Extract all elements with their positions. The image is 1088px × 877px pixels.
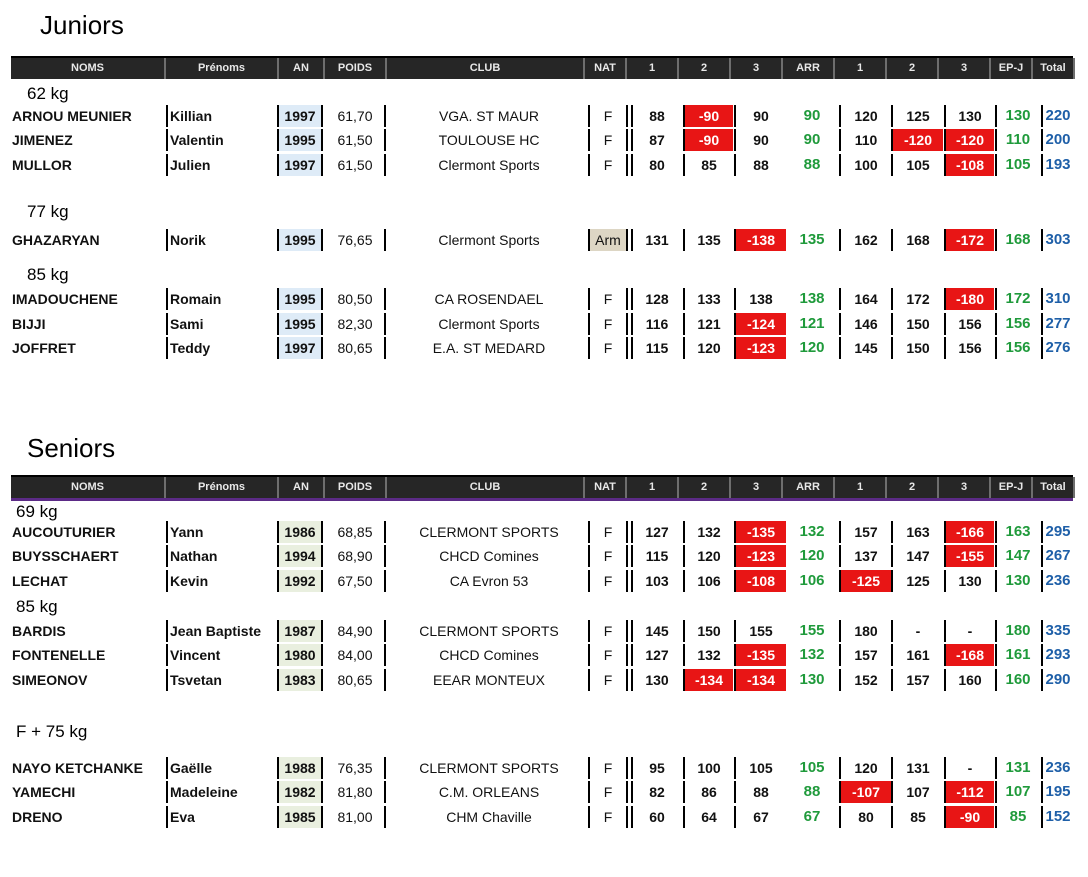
cj-best: 147 — [995, 545, 1039, 567]
cj-best: 172 — [995, 288, 1039, 310]
total-score: 303 — [1041, 229, 1073, 251]
athlete-row — [11, 229, 1073, 251]
club-name: CHCD Comines — [439, 548, 539, 564]
weight-category-label: 69 kg — [16, 502, 58, 521]
snatch-attempt-1: 130 — [631, 669, 681, 691]
athlete-first-name: Tsvetan — [166, 669, 279, 691]
athlete-last-name: AUCOUTURIER — [12, 524, 116, 540]
column-header-seniors-9: ARR — [783, 477, 835, 498]
body-weight: 80,65 — [326, 337, 386, 359]
nationality: F — [588, 644, 628, 666]
cj-attempt-3: -120 — [944, 129, 994, 151]
snatch-attempt-1: 95 — [631, 757, 681, 779]
cj-attempt-1: 145 — [839, 337, 891, 359]
total-score: 193 — [1041, 154, 1073, 176]
nationality: F — [588, 620, 628, 642]
snatch-attempt-3: 67 — [734, 806, 786, 828]
birth-year: 1995 — [277, 229, 323, 251]
column-header-juniors-11: 2 — [887, 58, 939, 79]
cj-attempt-3: -90 — [944, 806, 994, 828]
snatch-attempt-3: 155 — [734, 620, 786, 642]
cj-attempt-2: 125 — [891, 105, 943, 127]
birth-year: 1995 — [277, 313, 323, 335]
weight-category-label: 85 kg — [27, 265, 69, 284]
total-score: 335 — [1041, 620, 1073, 642]
snatch-attempt-3: 138 — [734, 288, 786, 310]
club-name: C.M. ORLEANS — [438, 784, 540, 800]
body-weight: 68,90 — [326, 545, 386, 567]
cj-attempt-3: 160 — [944, 669, 994, 691]
athlete-last-name: ARNOU MEUNIER — [12, 108, 132, 124]
column-header-juniors-6: 1 — [627, 58, 679, 79]
column-header-seniors-10: 1 — [835, 477, 887, 498]
weight-category-label: 85 kg — [16, 597, 58, 616]
snatch-attempt-1: 116 — [631, 313, 681, 335]
athlete-first-name: Norik — [166, 229, 279, 251]
birth-year: 1997 — [277, 337, 323, 359]
athlete-first-name: Teddy — [166, 337, 279, 359]
athlete-row — [11, 757, 1073, 779]
cj-best: 160 — [995, 669, 1039, 691]
birth-year: 1983 — [277, 669, 323, 691]
snatch-attempt-3: -138 — [734, 229, 786, 251]
athlete-first-name: Kevin — [166, 570, 279, 592]
snatch-attempt-3: 90 — [734, 129, 786, 151]
juniors-header-row — [11, 56, 1073, 79]
weight-category-label: F + 75 kg — [16, 722, 88, 741]
athlete-first-name: Romain — [166, 288, 279, 310]
column-header-juniors-10: 1 — [835, 58, 887, 79]
snatch-attempt-2: 120 — [683, 337, 733, 359]
birth-year: 1995 — [277, 288, 323, 310]
cj-attempt-3: -180 — [944, 288, 994, 310]
athlete-last-name: BIJJI — [12, 316, 46, 332]
cj-attempt-2: 161 — [891, 644, 943, 666]
snatch-attempt-2: 135 — [683, 229, 733, 251]
total-score: 236 — [1041, 757, 1073, 779]
cj-attempt-1: 164 — [839, 288, 891, 310]
snatch-best: 132 — [799, 523, 825, 540]
cj-attempt-1: 180 — [839, 620, 891, 642]
cj-attempt-2: 157 — [891, 669, 943, 691]
cj-best: 130 — [995, 105, 1039, 127]
cj-attempt-1: 162 — [839, 229, 891, 251]
snatch-attempt-2: 85 — [683, 154, 733, 176]
cj-attempt-2: 125 — [891, 570, 943, 592]
snatch-attempt-2: -90 — [683, 129, 733, 151]
athlete-last-name: JOFFRET — [12, 340, 76, 356]
body-weight: 76,65 — [326, 229, 386, 251]
total-score: 310 — [1041, 288, 1073, 310]
snatch-attempt-2: 120 — [683, 545, 733, 567]
body-weight: 68,85 — [326, 521, 386, 543]
seniors-header-row — [11, 475, 1073, 501]
total-score: 293 — [1041, 644, 1073, 666]
cj-attempt-1: -107 — [839, 781, 891, 803]
athlete-first-name: Valentin — [166, 129, 279, 151]
cj-attempt-2: 131 — [891, 757, 943, 779]
snatch-best: 90 — [803, 131, 821, 148]
athlete-first-name: Yann — [166, 521, 279, 543]
weight-category-label: 77 kg — [27, 202, 69, 221]
club-name: CLERMONT SPORTS — [419, 623, 559, 639]
athlete-first-name: Julien — [166, 154, 279, 176]
cj-attempt-2: 172 — [891, 288, 943, 310]
total-score: 220 — [1041, 105, 1073, 127]
athlete-row — [11, 288, 1073, 310]
snatch-attempt-2: 132 — [683, 644, 733, 666]
snatch-attempt-3: 90 — [734, 105, 786, 127]
seniors-title: Seniors — [27, 433, 116, 463]
nationality: F — [588, 669, 628, 691]
athlete-last-name: DRENO — [12, 809, 63, 825]
snatch-attempt-2: 121 — [683, 313, 733, 335]
snatch-attempt-3: -124 — [734, 313, 786, 335]
snatch-attempt-3: 88 — [734, 781, 786, 803]
cj-attempt-2: 163 — [891, 521, 943, 543]
snatch-attempt-3: -134 — [734, 669, 786, 691]
snatch-best: 67 — [803, 808, 821, 825]
nationality: F — [588, 545, 628, 567]
athlete-row — [11, 154, 1073, 176]
cj-attempt-3: 130 — [944, 105, 994, 127]
snatch-attempt-2: 86 — [683, 781, 733, 803]
body-weight: 81,80 — [326, 781, 386, 803]
athlete-last-name: MULLOR — [12, 157, 72, 173]
cj-best: 156 — [995, 313, 1039, 335]
athlete-row — [11, 669, 1073, 691]
cj-attempt-3: -168 — [944, 644, 994, 666]
column-header-seniors-2: AN — [279, 477, 325, 498]
column-header-seniors-0: NOMS — [11, 477, 166, 498]
cj-attempt-3: - — [944, 757, 994, 779]
snatch-attempt-2: 133 — [683, 288, 733, 310]
cj-attempt-3: -112 — [944, 781, 994, 803]
athlete-last-name: SIMEONOV — [12, 672, 88, 688]
athlete-last-name: LECHAT — [12, 573, 68, 589]
snatch-attempt-2: 64 — [683, 806, 733, 828]
cj-best: 168 — [995, 229, 1039, 251]
snatch-best: 90 — [803, 107, 821, 124]
birth-year: 1985 — [277, 806, 323, 828]
column-header-juniors-2: AN — [279, 58, 325, 79]
snatch-best: 88 — [803, 156, 821, 173]
cj-attempt-1: 80 — [839, 806, 891, 828]
snatch-attempt-1: 82 — [631, 781, 681, 803]
snatch-attempt-1: 115 — [631, 337, 681, 359]
cj-attempt-3: - — [944, 620, 994, 642]
nationality: F — [588, 521, 628, 543]
club-name: CA ROSENDAEL — [434, 291, 544, 307]
body-weight: 80,50 — [326, 288, 386, 310]
athlete-last-name: FONTENELLE — [12, 647, 106, 663]
athlete-first-name: Sami — [166, 313, 279, 335]
cj-best: 161 — [995, 644, 1039, 666]
snatch-attempt-1: 115 — [631, 545, 681, 567]
column-header-seniors-7: 2 — [679, 477, 731, 498]
club-name: CA Evron 53 — [449, 573, 529, 589]
body-weight: 61,50 — [326, 129, 386, 151]
cj-attempt-2: -120 — [891, 129, 943, 151]
total-score: 152 — [1041, 806, 1073, 828]
column-header-juniors-0: NOMS — [11, 58, 166, 79]
nationality: F — [588, 313, 628, 335]
column-header-seniors-6: 1 — [627, 477, 679, 498]
column-header-seniors-14: Total — [1033, 477, 1075, 498]
snatch-attempt-3: -108 — [734, 570, 786, 592]
cj-attempt-3: 130 — [944, 570, 994, 592]
total-score: 267 — [1041, 545, 1073, 567]
snatch-attempt-3: 105 — [734, 757, 786, 779]
snatch-best: 135 — [799, 231, 825, 248]
cj-attempt-1: 157 — [839, 644, 891, 666]
nationality: F — [588, 806, 628, 828]
column-header-seniors-12: 3 — [939, 477, 991, 498]
club-name: CLERMONT SPORTS — [419, 760, 559, 776]
snatch-attempt-2: 150 — [683, 620, 733, 642]
athlete-last-name: IMADOUCHENE — [12, 291, 118, 307]
birth-year: 1988 — [277, 757, 323, 779]
column-header-seniors-4: CLUB — [387, 477, 585, 498]
total-score: 290 — [1041, 669, 1073, 691]
athlete-last-name: GHAZARYAN — [12, 232, 100, 248]
club-name: EEAR MONTEUX — [432, 672, 545, 688]
total-score: 276 — [1041, 337, 1073, 359]
column-header-juniors-1: Prénoms — [166, 58, 279, 79]
cj-best: 105 — [995, 154, 1039, 176]
birth-year: 1980 — [277, 644, 323, 666]
snatch-attempt-2: 100 — [683, 757, 733, 779]
cj-best: 107 — [995, 781, 1039, 803]
athlete-row — [11, 644, 1073, 666]
birth-year: 1987 — [277, 620, 323, 642]
cj-attempt-1: 146 — [839, 313, 891, 335]
club-name: CHCD Comines — [439, 647, 539, 663]
body-weight: 76,35 — [326, 757, 386, 779]
athlete-first-name: Killian — [166, 105, 279, 127]
cj-attempt-2: 168 — [891, 229, 943, 251]
column-header-juniors-12: 3 — [939, 58, 991, 79]
cj-attempt-1: 120 — [839, 757, 891, 779]
cj-attempt-1: 110 — [839, 129, 891, 151]
nationality: F — [588, 570, 628, 592]
athlete-first-name: Nathan — [166, 545, 279, 567]
body-weight: 82,30 — [326, 313, 386, 335]
juniors-title: Juniors — [40, 10, 124, 40]
column-header-juniors-13: EP-J — [991, 58, 1033, 79]
nationality: F — [588, 337, 628, 359]
body-weight: 61,50 — [326, 154, 386, 176]
snatch-attempt-1: 128 — [631, 288, 681, 310]
cj-attempt-1: 137 — [839, 545, 891, 567]
cj-attempt-3: -172 — [944, 229, 994, 251]
cj-attempt-2: 105 — [891, 154, 943, 176]
cj-attempt-1: 152 — [839, 669, 891, 691]
birth-year: 1995 — [277, 129, 323, 151]
snatch-attempt-3: -135 — [734, 521, 786, 543]
snatch-attempt-1: 103 — [631, 570, 681, 592]
cj-attempt-2: 107 — [891, 781, 943, 803]
cj-attempt-2: 150 — [891, 313, 943, 335]
athlete-row — [11, 521, 1073, 543]
cj-best: 131 — [995, 757, 1039, 779]
body-weight: 80,65 — [326, 669, 386, 691]
snatch-best: 130 — [799, 671, 825, 688]
column-header-seniors-13: EP-J — [991, 477, 1033, 498]
athlete-row — [11, 570, 1073, 592]
cj-attempt-2: 85 — [891, 806, 943, 828]
cj-attempt-3: -166 — [944, 521, 994, 543]
athlete-first-name: Jean Baptiste — [166, 620, 279, 642]
cj-attempt-3: 156 — [944, 313, 994, 335]
cj-attempt-1: -125 — [839, 570, 891, 592]
total-score: 277 — [1041, 313, 1073, 335]
column-header-juniors-5: NAT — [585, 58, 627, 79]
nationality: F — [588, 105, 628, 127]
athlete-row — [11, 105, 1073, 127]
snatch-attempt-2: 132 — [683, 521, 733, 543]
club-name: CLERMONT SPORTS — [419, 524, 559, 540]
athlete-first-name: Gaëlle — [166, 757, 279, 779]
athlete-row — [11, 806, 1073, 828]
column-header-juniors-4: CLUB — [387, 58, 585, 79]
column-header-juniors-8: 3 — [731, 58, 783, 79]
club-name: Clermont Sports — [438, 316, 540, 332]
athlete-last-name: BUYSSCHAERT — [12, 548, 119, 564]
cj-attempt-2: 147 — [891, 545, 943, 567]
total-score: 236 — [1041, 570, 1073, 592]
cj-attempt-3: -155 — [944, 545, 994, 567]
body-weight: 67,50 — [326, 570, 386, 592]
cj-attempt-3: 156 — [944, 337, 994, 359]
body-weight: 84,90 — [326, 620, 386, 642]
total-score: 195 — [1041, 781, 1073, 803]
snatch-best: 121 — [799, 315, 825, 332]
column-header-juniors-7: 2 — [679, 58, 731, 79]
snatch-best: 132 — [799, 646, 825, 663]
athlete-row — [11, 129, 1073, 151]
snatch-best: 88 — [803, 783, 821, 800]
snatch-attempt-2: 106 — [683, 570, 733, 592]
nationality: F — [588, 129, 628, 151]
snatch-attempt-1: 145 — [631, 620, 681, 642]
nationality: F — [588, 288, 628, 310]
column-header-seniors-11: 2 — [887, 477, 939, 498]
snatch-best: 105 — [799, 759, 825, 776]
column-header-juniors-9: ARR — [783, 58, 835, 79]
nationality: Arm — [588, 229, 628, 251]
snatch-attempt-3: -135 — [734, 644, 786, 666]
body-weight: 61,70 — [326, 105, 386, 127]
column-header-seniors-3: POIDS — [325, 477, 387, 498]
snatch-attempt-3: -123 — [734, 337, 786, 359]
snatch-attempt-3: 88 — [734, 154, 786, 176]
cj-attempt-1: 157 — [839, 521, 891, 543]
body-weight: 84,00 — [326, 644, 386, 666]
snatch-attempt-1: 60 — [631, 806, 681, 828]
weight-category-label: 62 kg — [27, 84, 69, 103]
snatch-attempt-1: 131 — [631, 229, 681, 251]
cj-attempt-2: 150 — [891, 337, 943, 359]
cj-best: 130 — [995, 570, 1039, 592]
cj-attempt-1: 120 — [839, 105, 891, 127]
birth-year: 1994 — [277, 545, 323, 567]
snatch-attempt-2: -90 — [683, 105, 733, 127]
cj-attempt-3: -108 — [944, 154, 994, 176]
snatch-best: 120 — [799, 339, 825, 356]
snatch-best: 106 — [799, 572, 825, 589]
club-name: E.A. ST MEDARD — [432, 340, 546, 356]
club-name: Clermont Sports — [438, 232, 540, 248]
athlete-first-name: Eva — [166, 806, 279, 828]
athlete-first-name: Vincent — [166, 644, 279, 666]
snatch-attempt-1: 127 — [631, 644, 681, 666]
athlete-row — [11, 620, 1073, 642]
birth-year: 1997 — [277, 154, 323, 176]
column-header-seniors-8: 3 — [731, 477, 783, 498]
club-name: TOULOUSE HC — [438, 132, 540, 148]
snatch-attempt-1: 87 — [631, 129, 681, 151]
cj-attempt-2: - — [891, 620, 943, 642]
snatch-best: 155 — [799, 622, 825, 639]
birth-year: 1997 — [277, 105, 323, 127]
athlete-row — [11, 781, 1073, 803]
column-header-seniors-1: Prénoms — [166, 477, 279, 498]
snatch-best: 138 — [799, 290, 825, 307]
athlete-first-name: Madeleine — [166, 781, 279, 803]
snatch-attempt-1: 88 — [631, 105, 681, 127]
snatch-attempt-3: -123 — [734, 545, 786, 567]
club-name: Clermont Sports — [438, 157, 540, 173]
cj-attempt-1: 100 — [839, 154, 891, 176]
athlete-last-name: YAMECHI — [12, 784, 76, 800]
athlete-row — [11, 545, 1073, 567]
club-name: VGA. ST MAUR — [438, 108, 540, 124]
birth-year: 1992 — [277, 570, 323, 592]
cj-best: 180 — [995, 620, 1039, 642]
body-weight: 81,00 — [326, 806, 386, 828]
birth-year: 1982 — [277, 781, 323, 803]
athlete-row — [11, 313, 1073, 335]
cj-best: 110 — [995, 129, 1039, 151]
cj-best: 85 — [995, 806, 1039, 828]
snatch-attempt-1: 127 — [631, 521, 681, 543]
athlete-last-name: NAYO KETCHANKE — [12, 760, 143, 776]
snatch-best: 120 — [799, 547, 825, 564]
club-name: CHM Chaville — [446, 809, 532, 825]
nationality: F — [588, 781, 628, 803]
athlete-row — [11, 337, 1073, 359]
cj-best: 156 — [995, 337, 1039, 359]
athlete-last-name: BARDIS — [12, 623, 66, 639]
athlete-last-name: JIMENEZ — [12, 132, 73, 148]
total-score: 200 — [1041, 129, 1073, 151]
nationality: F — [588, 154, 628, 176]
nationality: F — [588, 757, 628, 779]
cj-best: 163 — [995, 521, 1039, 543]
birth-year: 1986 — [277, 521, 323, 543]
snatch-attempt-2: -134 — [683, 669, 733, 691]
snatch-attempt-1: 80 — [631, 154, 681, 176]
column-header-juniors-14: Total — [1033, 58, 1075, 79]
column-header-juniors-3: POIDS — [325, 58, 387, 79]
total-score: 295 — [1041, 521, 1073, 543]
column-header-seniors-5: NAT — [585, 477, 627, 498]
